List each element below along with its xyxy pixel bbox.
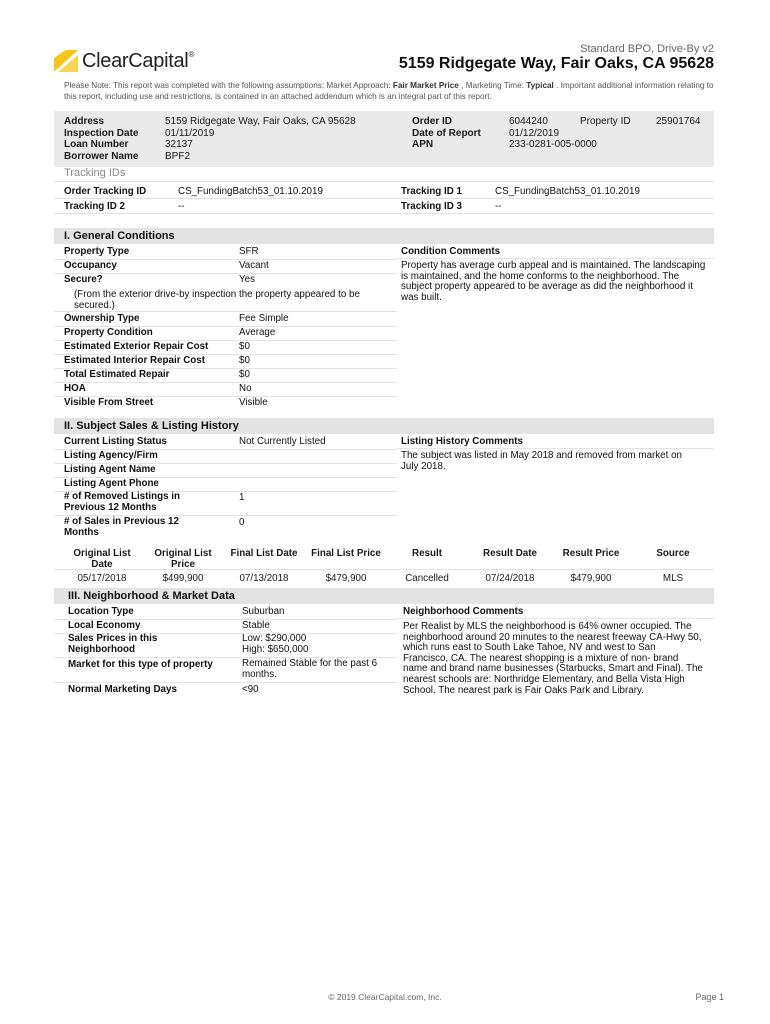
neighborhood-row: Local Economy Stable: [54, 619, 397, 634]
listing-history-comments: The subject was listed in May 2018 and removed from market on July 2018.: [401, 450, 682, 472]
tracking-id3-value: --: [495, 201, 502, 212]
general-row: Estimated Interior Repair Cost $0: [54, 354, 397, 369]
info-labels-right: Order ID Date of Report APN: [412, 116, 481, 150]
divider: [54, 213, 714, 214]
neighborhood-comments-header: Neighborhood Comments: [397, 605, 714, 619]
table-header: Final List Date: [230, 548, 298, 559]
table-header: Result Date: [483, 548, 537, 559]
general-row: HOA No: [54, 382, 397, 397]
table-cell: $499,900: [162, 573, 204, 584]
info-labels-left: Address Inspection Date Loan Number Borrower Name: [64, 116, 139, 162]
table-cell: 05/17/2018: [77, 573, 127, 584]
tracking-id2-label: Tracking ID 2: [64, 201, 125, 212]
table-header: Original List Date: [73, 548, 131, 570]
table-cell: MLS: [662, 573, 684, 584]
general-row: Property Condition Average: [54, 326, 397, 341]
divider: [54, 198, 714, 199]
order-id-value: 6044240: [509, 116, 548, 127]
listing-row: # of Sales in Previous 12 Months 0: [64, 516, 245, 538]
general-row: Estimated Exterior Repair Cost $0: [54, 340, 397, 355]
table-cell: Cancelled: [405, 573, 449, 584]
listing-row: # of Removed Listings in Previous 12 Months 1: [54, 491, 397, 516]
apn-value: 233-0281-005-0000: [509, 139, 597, 150]
neighborhood-row: Location Type Suburban: [54, 605, 397, 620]
borrower-name-value: BPF2: [165, 150, 191, 162]
general-row: Property Type SFR: [54, 245, 397, 260]
neighborhood-row: Market for this type of property Remained Stable for the past 6 months.: [54, 658, 397, 683]
divider: [54, 569, 714, 570]
table-header: Source: [656, 548, 690, 559]
table-header: Result: [412, 548, 442, 559]
general-conditions-heading: I. General Conditions: [64, 230, 175, 242]
address-value: 5159 Ridgegate Way, Fair Oaks, CA 95628: [165, 116, 356, 127]
page-number: Page 1: [695, 992, 724, 1002]
tracking-id1-label: Tracking ID 1: [401, 186, 462, 197]
tracking-id2-value: --: [178, 201, 185, 212]
order-tracking-label: Order Tracking ID: [64, 186, 147, 197]
page-title: 5159 Ridgegate Way, Fair Oaks, CA 95628: [398, 55, 714, 72]
clear-capital-logo-icon: [54, 50, 78, 72]
table-header: Final List Price: [311, 548, 381, 559]
listing-history-heading: II. Subject Sales & Listing History: [64, 420, 239, 432]
listing-row: Listing Agent Name: [54, 463, 397, 478]
tracking-ids-heading: Tracking IDs: [64, 167, 126, 179]
listing-row: Current Listing Status Not Currently Listed: [54, 435, 397, 450]
report-date-value: 01/12/2019: [509, 127, 560, 139]
general-row: Ownership Type Fee Simple: [54, 312, 397, 327]
condition-comments-header: Condition Comments: [397, 245, 714, 259]
general-row: Occupancy Vacant: [54, 259, 397, 274]
form-name: Standard BPO, Drive-By v2: [580, 43, 714, 55]
inspection-date-value: 01/11/2019: [165, 127, 215, 139]
table-cell: $479,900: [570, 573, 612, 584]
condition-comments: Property has average curb appeal and is maintained. The landscaping is maintained, and the home conforms to the neighborhood. The subject property appeared to be average as did the neighborhood it was built.: [401, 260, 706, 303]
assumptions-note: Please Note: This report was completed with the following assumptions: Market Approach: Fair Market Price , Marketing Time: Typical . Important additional information relating to this report, including use and restrictions, is contained in an attached addendum which is an integral part of this report.: [64, 81, 714, 101]
property-id-value: 25901764: [656, 116, 701, 127]
table-cell: 07/13/2018: [239, 573, 289, 584]
listing-row: Listing Agency/Firm: [54, 449, 397, 464]
loan-number-value: 32137: [165, 139, 193, 150]
copyright: © 2019 ClearCapital.com, Inc.: [328, 992, 442, 1002]
listing-row: Listing Agent Phone: [54, 477, 397, 492]
table-cell: 07/24/2018: [485, 573, 535, 584]
secure-note: (From the exterior drive-by inspection the property appeared to be secured.): [74, 289, 360, 311]
listing-comments-header: Listing History Comments: [397, 435, 714, 449]
table-header: Original List Price: [154, 548, 212, 570]
order-tracking-value: CS_FundingBatch53_01.10.2019: [178, 186, 323, 197]
tracking-id1-value: CS_FundingBatch53_01.10.2019: [495, 186, 640, 197]
logo-registered: ®: [188, 49, 195, 59]
neighborhood-heading: III. Neighborhood & Market Data: [68, 590, 235, 602]
neighborhood-comments: Per Realist by MLS the neighborhood is 64% owner occupied. The neighborhood around 20 minutes to the nearest freeway CA-Hwy 50, which runs east to South Lake Tahoe, NV and west to San Francisco, CA. The nearest shopping is a mixture of non- brand name and brand name businesses (Starbucks, Smart and Final). The nearest schools are: Northridge Elementary, and Bella Vista High School. The nearest park is Fair Oaks Park and Library.: [403, 621, 703, 696]
info-values-left: [165, 116, 356, 162]
general-row: Secure? Yes: [64, 274, 255, 285]
logo-text: ClearCapital: [82, 49, 189, 72]
general-row: Visible From Street Visible: [64, 397, 268, 408]
tracking-id3-label: Tracking ID 3: [401, 201, 462, 212]
general-row: Total Estimated Repair $0: [54, 368, 397, 383]
neighborhood-row: Sales Prices in this Neighborhood Low: $290,000 High: $650,000: [54, 633, 397, 658]
table-header: Result Price: [562, 548, 620, 559]
clear-capital-logo: [54, 48, 194, 74]
divider: [54, 181, 714, 182]
property-id-label: Property ID: [580, 116, 631, 127]
table-cell: $479,900: [325, 573, 367, 584]
neighborhood-row: Normal Marketing Days <90: [68, 684, 259, 695]
